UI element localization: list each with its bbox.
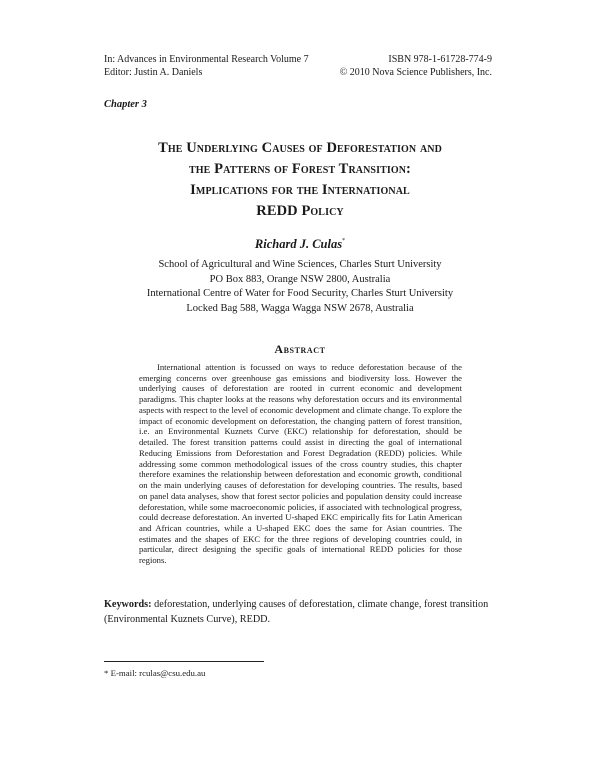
series-line: In: Advances in Environmental Research Volume 7 [104, 54, 309, 65]
affiliation-line: Locked Bag 588, Wagga Wagga NSW 2678, Australia [186, 303, 414, 315]
running-header-left [104, 53, 309, 79]
affiliation-line: PO Box 883, Orange NSW 2800, Australia [209, 273, 391, 285]
keywords-text: deforestation, underlying causes of deforestation, climate change, forest transition (Environmental Kuznets Curve), REDD. [104, 599, 489, 625]
title-line: REDD Policy [256, 203, 344, 219]
footnote-marker: * [342, 238, 346, 244]
isbn-line: ISBN 978-1-61728-774-9 [388, 54, 492, 65]
title-line: Implications for the International [190, 182, 410, 198]
affiliation-line: International Centre of Water for Food Security, Charles Sturt University [146, 288, 454, 300]
abstract-heading: Abstract [274, 342, 326, 356]
footnote: * E-mail: rculas@csu.edu.au [104, 668, 206, 678]
keywords-label: Keywords: [104, 599, 152, 610]
title-line: The Underlying Causes of Deforestation and [158, 140, 442, 156]
title-line: the Patterns of Forest Transition: [189, 161, 411, 177]
editor-line: Editor: Justin A. Daniels [104, 67, 203, 78]
affiliation-line: School of Agricultural and Wine Sciences, Charles Sturt University [158, 259, 442, 270]
chapter-label: Chapter 3 [104, 99, 147, 110]
affiliation [0, 258, 600, 317]
abstract-text: International attention is focussed on ways to reduce deforestation because of the emerging concerns over greenhouse gas emissions and biodiversity loss. However the underlying causes of deforestation are rooted in current economic and development paradigms. This chapter looks at the reasons why deforestation occurs and its environmental aspects with respect to the level of economic development and climate change. To explore the impact of economic development on deforestation, the changing pattern of forest transition, i.e. an Environmental Kuznets Curve (EKC) relationship for deforestation, should be detailed. The forest transition patterns could assist in directing the goal of international Reducing Emissions from Deforestation and Forest Degradation (REDD) policies. While addressing some common methodological issues of the cross country studies, this chapter therefore examines the relationship between deforestation and economic growth, conditional on the main underlying causes of deforestation for developing countries. The results, based on panel data analyses, show that forest sector policies and population density could increase deforestation, while some macroeconomic policies, if associated with technological progress, could decrease deforestation. An inverted U-shaped EKC empirically fits for Latin American and African countries, while a U-shaped EKC does the same for Asian countries. The estimates and the shapes of EKC for the three regions of developing countries could, in particular, direct designing the specific goals of international REDD policies for those regions. [139, 362, 462, 566]
author-name: Richard J. Culas [254, 237, 343, 251]
author [0, 237, 600, 252]
keywords [104, 598, 497, 628]
running-header-right [340, 53, 492, 79]
copyright-line: © 2010 Nova Science Publishers, Inc. [339, 67, 492, 78]
paper-title [60, 138, 540, 222]
footnote-divider [104, 661, 264, 662]
